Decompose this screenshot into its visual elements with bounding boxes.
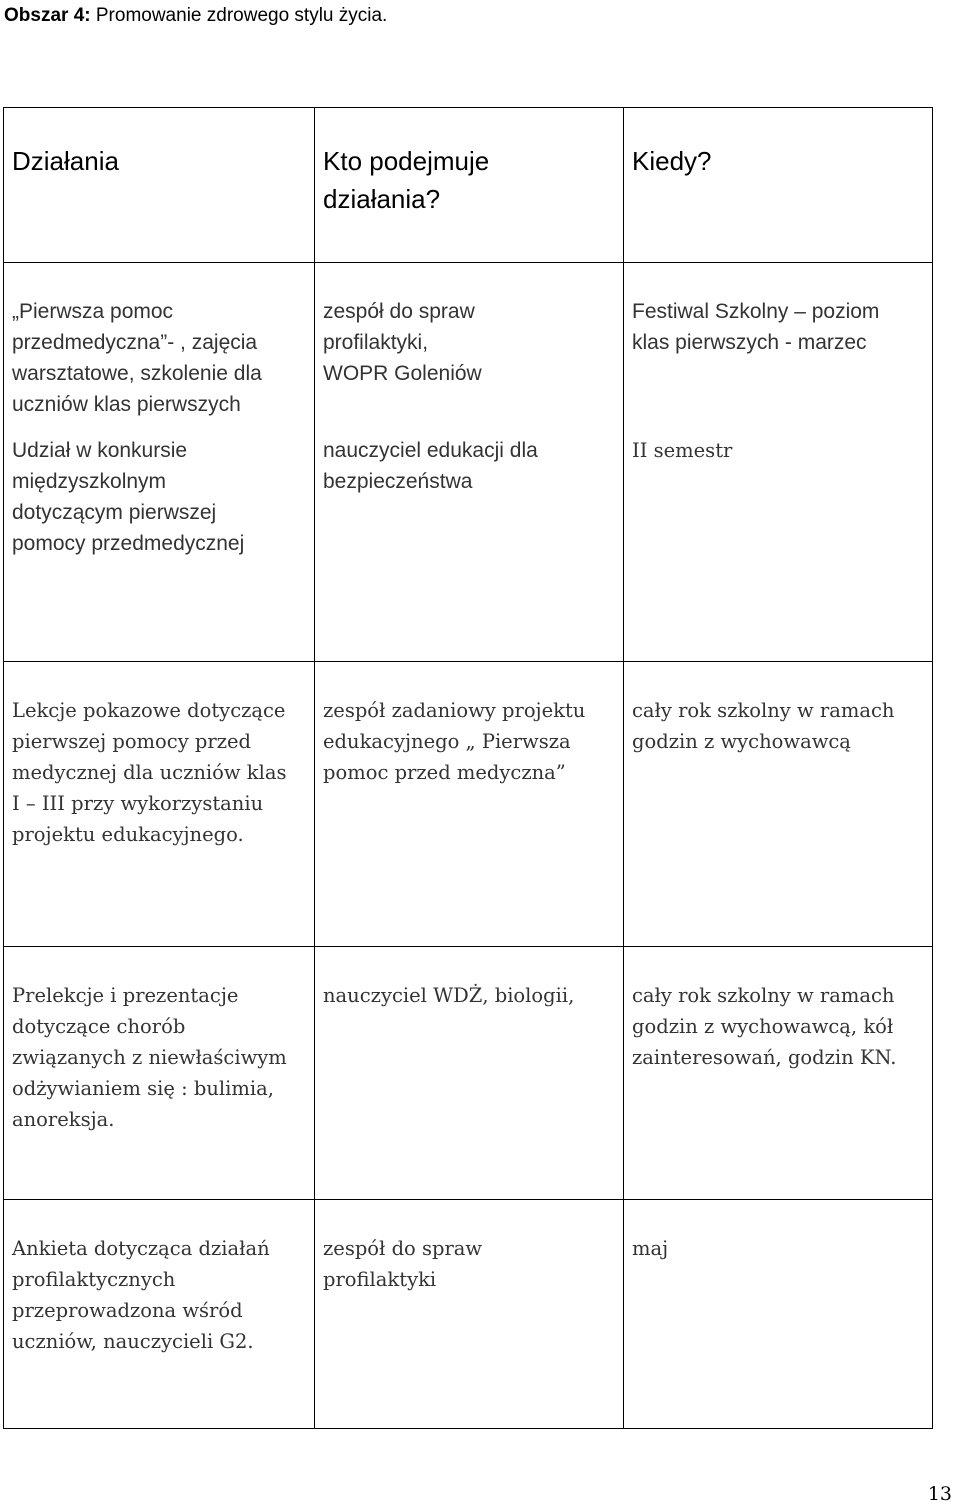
action-plan-table [3, 107, 933, 1429]
cell-text: cały rok szkolny w ramach godzin z wychowawcą [632, 699, 895, 753]
cell-text: Prelekcje i prezentacje dotyczące chorób związanych z niewłaściwym odżywianiem się : bulimia, anoreksja. [12, 984, 287, 1131]
header-when: Kiedy? [632, 146, 712, 176]
table-cell [315, 947, 624, 1200]
cell-text: maj [632, 1237, 669, 1260]
cell-text: cały rok szkolny w ramach godzin z wychowawcą, kół zainteresowań, godzin KN. [632, 984, 897, 1069]
table-cell [624, 1200, 933, 1429]
cell-text: zespół do spraw profilaktyki, WOPR Goleniów [323, 300, 482, 385]
cell-text: „Pierwsza pomoc przedmedyczna”- , zajęcia warsztatowe, szkolenie dla uczniów klas pierwszych [12, 300, 262, 416]
header-cell [4, 108, 315, 263]
table-row [4, 263, 933, 662]
header-cell [315, 108, 624, 263]
table-cell [4, 263, 315, 662]
table-cell [624, 947, 933, 1200]
cell-text: Lekcje pokazowe dotyczące pierwszej pomocy przed medycznej dla uczniów klas I – III przy wykorzystaniu projektu edukacyjnego. [12, 699, 287, 846]
header-cell [624, 108, 933, 263]
table-header-row [4, 108, 933, 263]
cell-text: Festiwal Szkolny – poziom klas pierwszych - marzec [632, 300, 880, 354]
table-cell [315, 263, 624, 662]
table-row [4, 947, 933, 1200]
table-cell [4, 662, 315, 947]
header-actions: Działania [12, 146, 119, 176]
table-cell [315, 1200, 624, 1429]
cell-text: II semestr [632, 439, 733, 462]
page-number: 13 [927, 1483, 952, 1505]
section-label: Obszar 4: [4, 5, 91, 26]
cell-text: Udział w konkursie międzyszkolnym dotyczącym pierwszej pomocy przedmedycznej [12, 439, 245, 555]
header-who: Kto podejmuje działania? [323, 146, 490, 214]
cell-text: nauczyciel WDŻ, biologii, [323, 984, 575, 1007]
section-heading [4, 2, 387, 30]
cell-text: zespół do spraw profilaktyki [323, 1237, 483, 1291]
table-cell [315, 662, 624, 947]
table-row [4, 662, 933, 947]
section-title: Promowanie zdrowego stylu życia. [90, 5, 388, 26]
table-row [4, 1200, 933, 1429]
cell-text: Ankieta dotycząca działań profilaktycznych przeprowadzona wśród uczniów, nauczycieli G2. [12, 1237, 270, 1353]
table-cell [624, 263, 933, 662]
table-cell [4, 947, 315, 1200]
table-cell [4, 1200, 315, 1429]
table-cell [624, 662, 933, 947]
cell-text: nauczyciel edukacji dla bezpieczeństwa [323, 439, 538, 493]
cell-text: zespół zadaniowy projektu edukacyjnego „ Pierwsza pomoc przed medyczna” [323, 699, 586, 784]
